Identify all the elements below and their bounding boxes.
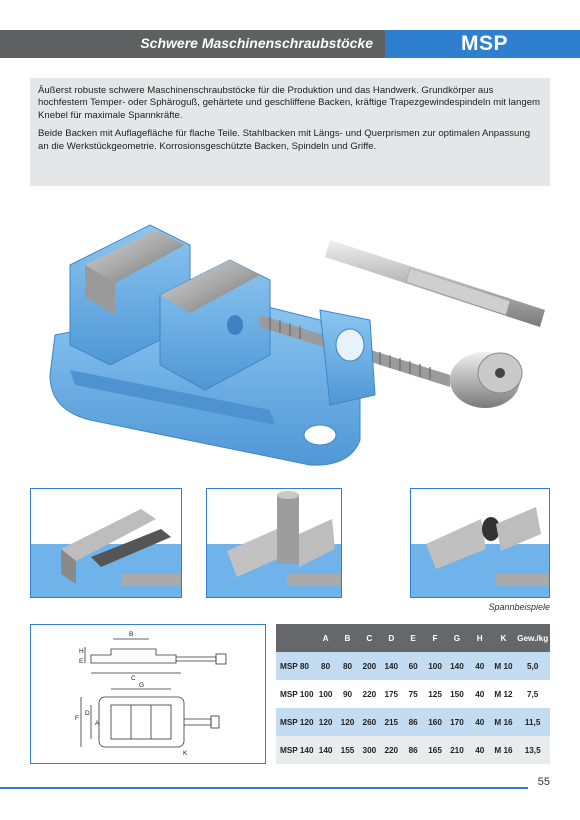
table-header-cell: Gew./kg	[517, 633, 549, 643]
table-cell: 40	[475, 661, 485, 671]
table-cell: 80	[342, 661, 353, 671]
dim-k-label: K	[183, 750, 188, 757]
table-header-cell: K	[500, 633, 507, 643]
table-cell: MSP 100	[280, 689, 314, 699]
table-cell: 150	[450, 689, 464, 699]
table-header-cell: D	[388, 633, 395, 643]
table-cell: 125	[428, 689, 442, 699]
table-cell: M 10	[494, 661, 513, 671]
clamping-example-1	[30, 488, 182, 598]
table-cell: 40	[475, 717, 485, 727]
table-cell: 100	[428, 661, 442, 671]
table-cell: M 16	[494, 717, 513, 727]
table-cell: 175	[384, 689, 399, 699]
table-cell: 120	[318, 717, 333, 727]
table-cell: 170	[450, 717, 464, 727]
table-cell: 7,5	[526, 689, 539, 699]
clamping-example-3	[410, 488, 550, 598]
vise-product-image	[30, 205, 550, 475]
page-header	[0, 30, 580, 58]
table-header-cell: B	[344, 633, 351, 643]
table-cell: M 12	[494, 689, 513, 699]
table-cell: MSP 80	[280, 661, 309, 671]
table-cell: M 16	[494, 745, 513, 755]
page-number: 55	[537, 776, 550, 788]
dim-e-label: E	[79, 658, 84, 665]
table-cell: 220	[384, 745, 399, 755]
table-row	[276, 736, 550, 764]
technical-drawing	[30, 624, 266, 764]
table-header-cell: C	[366, 633, 373, 643]
dim-b-label: B	[129, 631, 134, 638]
table-cell: 220	[362, 689, 377, 699]
table-header-cell: H	[476, 633, 483, 643]
table-cell: 120	[340, 717, 355, 727]
table-cell: 140	[384, 661, 399, 671]
product-code: MSP	[460, 32, 508, 55]
dim-a-label: A	[95, 720, 100, 727]
clamping-example-1-image	[31, 489, 182, 598]
table-cell: 13,5	[524, 745, 541, 755]
table-header-cell: E	[410, 633, 416, 643]
table-cell: 155	[340, 745, 355, 755]
footer-rule	[0, 787, 528, 789]
table-cell: 300	[362, 745, 377, 755]
table-cell: 40	[475, 689, 485, 699]
spec-table	[276, 624, 550, 764]
table-cell: 40	[475, 745, 485, 755]
dim-g-label: G	[139, 682, 145, 689]
table-cell: 86	[408, 745, 418, 755]
table-cell: MSP 140	[280, 745, 314, 755]
dim-c-label: C	[131, 675, 136, 682]
table-cell: 215	[384, 717, 399, 727]
table-header-cell: F	[432, 633, 438, 643]
table-header-cell: G	[453, 633, 461, 643]
dim-h-label: H	[79, 648, 84, 655]
table-cell: 140	[450, 661, 464, 671]
table-cell: 60	[408, 661, 418, 671]
table-cell: 140	[318, 745, 333, 755]
intro-paragraph-2: Beide Backen mit Auflagefläche für flache Teile. Stahlbacken mit Längs- und Querprismen zur optimalen Anpassung an die Werkstückgeometrie. Korrosionsgeschützte Backen, Spindeln und Griffe.	[38, 128, 531, 152]
table-cell: 11,5	[524, 717, 541, 727]
header-title-bar	[0, 30, 385, 58]
table-cell: 86	[408, 717, 418, 727]
clamping-example-2	[206, 488, 342, 598]
table-cell: 80	[321, 661, 331, 671]
header-code-bar	[385, 30, 580, 58]
table-cell: 160	[428, 717, 442, 727]
header-title: Schwere Maschinenschraubstöcke	[140, 35, 373, 51]
table-row	[276, 680, 550, 708]
table-cell: 210	[450, 745, 464, 755]
clamping-examples-caption: Spannbeispiele	[488, 602, 550, 612]
table-cell: 165	[428, 745, 442, 755]
clamping-example-2-image	[207, 489, 342, 598]
table-cell: 260	[362, 717, 377, 727]
clamping-example-3-image	[411, 489, 550, 598]
table-cell: 5,0	[526, 661, 539, 671]
intro-box	[30, 78, 550, 186]
table-row	[276, 652, 550, 680]
table-cell: 200	[362, 661, 377, 671]
table-cell: 100	[318, 689, 333, 699]
intro-paragraph-1: Äußerst robuste schwere Maschinenschraubstöcke für die Produktion und das Handwerk. Grundkörper aus hochfestem Temper- oder Sphäroguß, gehärtete und geschliffene Backen, kräftige Trapezgewindespindeln mit langem Knebel für maximale Spannkräfte.	[38, 85, 541, 121]
technical-drawing-svg	[31, 625, 267, 765]
table-cell: 90	[342, 689, 353, 699]
dim-f-label: F	[75, 715, 79, 722]
table-cell: 75	[408, 689, 418, 699]
table-header-cell: A	[322, 633, 329, 643]
table-header-row	[276, 624, 550, 652]
dim-d-label: D	[85, 710, 90, 717]
table-cell: MSP 120	[280, 717, 314, 727]
table-row	[276, 708, 550, 736]
